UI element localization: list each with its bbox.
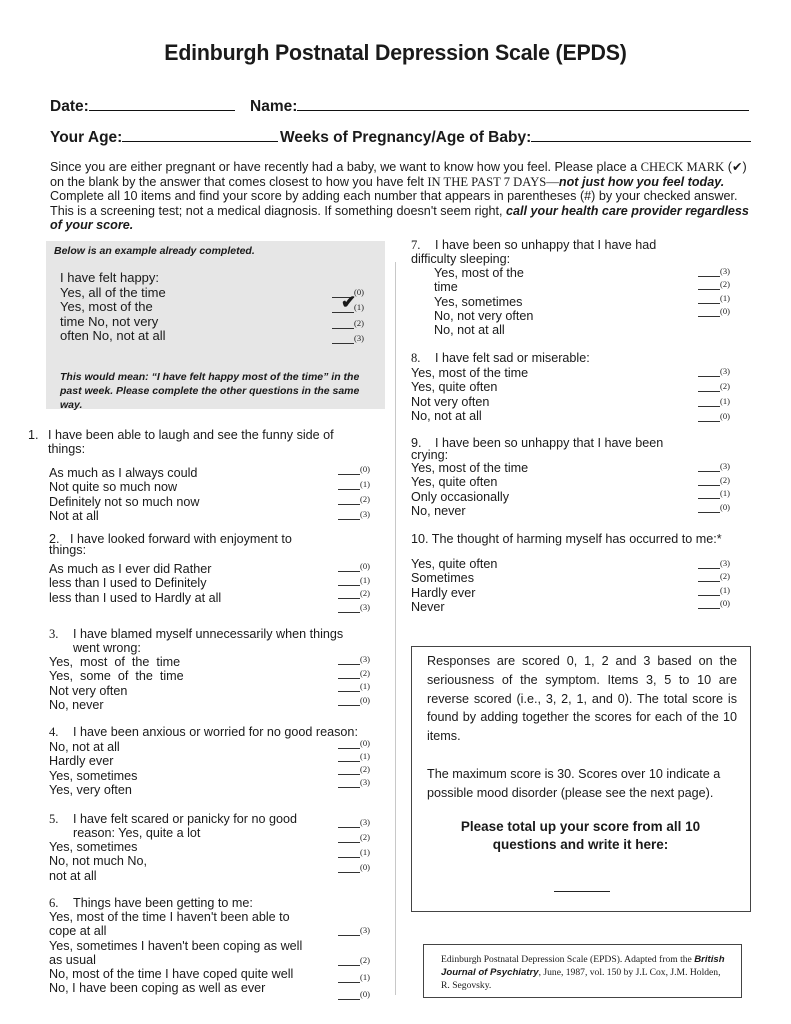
question-10-options	[411, 557, 497, 614]
name-label: Name:	[250, 98, 298, 115]
score-label: (1)	[360, 681, 370, 691]
score-label: (3)	[354, 332, 364, 343]
answer-blank[interactable]	[338, 848, 360, 858]
age-field-row	[50, 127, 278, 147]
answer-blank[interactable]	[698, 476, 720, 486]
option-label: Yes, quite often	[411, 475, 498, 490]
option-label: No, not at all	[434, 323, 505, 338]
option-label: Not quite so much now	[49, 480, 178, 495]
answer-blank[interactable]	[338, 765, 360, 775]
score-label: (3)	[720, 558, 730, 568]
question-2	[49, 534, 329, 556]
score-label: (1)	[720, 584, 730, 595]
example-footer: This would mean: “I have felt happy most of the time” in the past week. Please complete the other questions in the same way.	[60, 371, 360, 411]
weeks-field[interactable]	[531, 127, 751, 142]
option-label: As much as I always could	[49, 466, 198, 480]
answer-blank[interactable]	[332, 334, 354, 344]
answer-blank[interactable]	[338, 818, 360, 828]
score-label: (0)	[720, 411, 730, 421]
name-field-row	[250, 96, 749, 116]
total-instruction-text: Please total up your score from all 10 questions and write it here:	[460, 819, 701, 852]
question-number: 7.	[411, 238, 421, 252]
weeks-label: Weeks of Pregnancy/Age of Baby:	[280, 129, 532, 146]
intro-past-7-days: IN THE PAST 7 DAYS—	[427, 174, 559, 189]
question-9	[411, 437, 701, 461]
answer-blank[interactable]	[332, 319, 354, 329]
score-label: (1)	[720, 488, 730, 498]
option-label: No, not very often	[434, 308, 534, 323]
answer-blank[interactable]	[698, 397, 720, 407]
option-label: Yes, sometimes	[49, 840, 138, 854]
option-label: Yes, sometimes	[434, 294, 523, 309]
answer-blank[interactable]	[338, 973, 360, 983]
score-label: (2)	[360, 832, 370, 842]
question-text	[49, 812, 319, 841]
score-label: (0)	[360, 738, 370, 748]
name-field[interactable]	[297, 96, 749, 111]
total-score-field[interactable]	[554, 891, 610, 892]
question-1	[28, 428, 358, 457]
score-label: (2)	[720, 571, 730, 582]
score-label: (1)	[360, 847, 370, 857]
score-label: (2)	[720, 381, 730, 391]
question-text	[411, 351, 741, 365]
question-text	[28, 428, 358, 457]
answer-blank[interactable]	[338, 682, 360, 692]
intro-call-provider: call your health care provider regardless of your score.	[50, 203, 749, 232]
score-label: (1)	[720, 292, 730, 303]
question-text	[49, 627, 359, 656]
scoring-paragraph-2: The maximum score is 30. Scores over 10 indicate a possible mood disorder (please see the next page).	[427, 766, 721, 800]
intro-check-mark: CHECK MARK	[640, 160, 725, 174]
answer-blank[interactable]	[338, 562, 360, 572]
question-8-options	[411, 366, 528, 423]
option-label: No, never	[411, 503, 466, 518]
option-label: Yes, most of the time I haven't been able to cope at all	[49, 910, 290, 939]
question-4	[49, 725, 379, 739]
question-1-answers	[338, 464, 370, 524]
citation-text: Edinburgh Postnatal Depression Scale (EPDS). Adapted from the	[441, 954, 695, 965]
score-label: (0)	[360, 464, 370, 474]
example-question-text: I have felt happy:	[60, 270, 160, 285]
question-prompt: I have been so unhappy that I have been crying:	[411, 436, 664, 462]
scoring-box	[411, 646, 751, 912]
answer-blank[interactable]	[698, 489, 720, 499]
score-label: (3)	[720, 461, 730, 471]
answer-blank[interactable]	[338, 956, 360, 966]
date-field[interactable]	[89, 96, 235, 111]
answer-blank[interactable]	[698, 280, 720, 290]
question-4-answers	[338, 739, 370, 791]
answer-blank[interactable]	[338, 480, 360, 490]
option-label: time	[434, 280, 458, 295]
option-label: Definitely not so much now	[49, 494, 200, 509]
score-label: (0)	[360, 694, 370, 705]
example-answers	[332, 287, 364, 348]
question-9-answers	[698, 462, 730, 516]
answer-blank[interactable]	[338, 863, 360, 873]
question-text	[49, 725, 379, 739]
age-field[interactable]	[122, 127, 278, 142]
answer-blank[interactable]	[338, 465, 360, 475]
answer-blank[interactable]	[698, 294, 720, 304]
question-7-answers	[698, 267, 730, 320]
question-number: 3.	[49, 627, 59, 641]
example-line: Yes, all of the time	[60, 284, 166, 300]
date-label: Date:	[50, 98, 89, 115]
question-prompt: I have been able to laugh and see the funny side of things:	[48, 428, 334, 457]
question-8	[411, 351, 741, 365]
answer-blank[interactable]	[338, 926, 360, 936]
question-3-answers	[338, 655, 370, 709]
question-7-options	[434, 266, 533, 337]
score-label: (3)	[360, 777, 370, 787]
option-label: No, most of the time I have coped quite well	[49, 967, 294, 982]
option-label: less than I used to Definitely	[49, 576, 207, 591]
question-text	[411, 437, 701, 461]
score-label: (1)	[360, 751, 370, 761]
option-label: Yes, most of the time	[411, 366, 529, 380]
option-label: Yes, some of the time	[49, 669, 184, 684]
example-line: time No, not very	[60, 313, 159, 329]
answer-blank[interactable]	[698, 572, 720, 582]
answer-blank[interactable]	[338, 603, 360, 613]
option-label: Not at all	[49, 508, 99, 523]
question-text	[49, 534, 329, 556]
question-text	[411, 532, 761, 546]
option-label: As much as I ever did Rather	[49, 562, 212, 576]
question-prompt: The thought of harming myself has occurred to me:*	[431, 532, 722, 546]
score-label: (2)	[720, 279, 730, 290]
answer-blank[interactable]	[338, 669, 360, 679]
answer-blank[interactable]	[698, 559, 720, 569]
option-label: Hardly ever	[49, 754, 114, 769]
option-label: Not very often	[411, 394, 490, 409]
score-label: (3)	[360, 925, 370, 935]
score-label: (0)	[360, 561, 370, 571]
option-label: Yes, very often	[49, 782, 132, 797]
score-label: (2)	[720, 474, 730, 485]
example-box	[46, 241, 385, 409]
instructions-paragraph	[50, 160, 750, 233]
question-10-answers	[698, 559, 730, 612]
question-1-options	[49, 466, 200, 523]
answer-blank[interactable]	[338, 655, 360, 665]
example-heading: Below is an example already completed.	[54, 245, 255, 257]
question-number: 2.	[49, 532, 60, 546]
score-label: (1)	[360, 574, 370, 585]
score-label: (0)	[720, 305, 730, 316]
option-label: No, I have been coping as well as ever	[49, 981, 266, 996]
question-prompt: I have blamed myself unnecessarily when things went wrong:	[73, 627, 344, 656]
question-number: 1.	[28, 428, 39, 442]
answer-blank[interactable]	[338, 696, 360, 706]
question-prompt: I have felt sad or miserable:	[435, 351, 590, 365]
score-label: (3)	[360, 654, 370, 664]
question-number: 8.	[411, 351, 421, 365]
answer-blank[interactable]	[338, 990, 360, 1000]
example-question	[60, 271, 166, 344]
answer-blank[interactable]	[338, 576, 360, 586]
score-label: (0)	[354, 287, 364, 297]
weeks-field-row	[280, 127, 751, 147]
score-label: (2)	[354, 317, 364, 328]
scoring-explanation	[427, 652, 737, 803]
answer-blank[interactable]	[338, 510, 360, 520]
check-mark-icon: ✔	[341, 292, 357, 313]
option-label: Not very often	[49, 683, 128, 698]
question-text	[411, 238, 701, 267]
score-label: (1)	[360, 972, 370, 982]
score-label: (1)	[354, 302, 364, 313]
question-number: 4.	[49, 725, 59, 739]
answer-blank[interactable]	[698, 367, 720, 377]
answer-blank[interactable]	[338, 495, 360, 505]
question-5-options	[49, 840, 147, 883]
question-7	[411, 238, 701, 267]
score-label: (3)	[360, 509, 370, 519]
option-label: No, not at all	[411, 408, 482, 423]
option-label: Yes, most of the time	[411, 461, 529, 475]
age-label: Your Age:	[50, 129, 123, 146]
citation-box	[423, 944, 742, 998]
score-label: (2)	[360, 667, 370, 678]
question-6-options	[49, 910, 309, 996]
option-label: No, never	[49, 697, 104, 712]
answer-blank[interactable]	[338, 739, 360, 749]
question-9-options	[411, 461, 528, 518]
option-label: Hardly ever	[411, 585, 476, 600]
score-label: (2)	[360, 588, 370, 598]
question-number: 6.	[49, 896, 59, 910]
score-label: (1)	[360, 479, 370, 489]
question-10	[411, 532, 761, 546]
question-2-answers	[338, 562, 370, 616]
score-label: (3)	[360, 817, 370, 827]
answer-blank[interactable]	[698, 599, 720, 609]
option-label: No, not at all	[49, 740, 120, 754]
page-title: Edinburgh Postnatal Depression Scale (EPDS)	[164, 40, 627, 65]
option-label: Yes, most of the time	[49, 655, 181, 669]
question-5	[49, 812, 319, 841]
score-label: (0)	[720, 597, 730, 608]
question-text	[49, 896, 379, 910]
score-label: (3)	[720, 366, 730, 376]
question-prompt: Things have been getting to me:	[73, 896, 253, 910]
score-label: (0)	[360, 862, 370, 872]
example-line: often No, not at all	[60, 328, 166, 343]
question-number: 10.	[411, 532, 429, 546]
score-label: (3)	[720, 266, 730, 276]
answer-blank[interactable]	[698, 503, 720, 513]
question-3	[49, 627, 359, 656]
total-instruction	[412, 818, 749, 854]
answer-blank[interactable]	[698, 586, 720, 596]
score-label: (2)	[360, 955, 370, 965]
option-label: not at all	[49, 868, 97, 883]
citation-journal: British Journal of Psychiatry	[441, 954, 725, 978]
question-4-options	[49, 740, 137, 797]
question-prompt: I have felt scared or panicky for no good reason: Yes, quite a lot	[73, 812, 298, 841]
answer-blank[interactable]	[338, 589, 360, 599]
question-3-options	[49, 655, 199, 712]
question-5-answers	[338, 817, 370, 877]
scoring-paragraph-1: Responses are scored 0, 1, 2 and 3 based on the seriousness of the symptom. Items 3, 5 to 10 are reverse scored (i.e., 3, 2, 1, and 0). The total score is found by adding together the scores for each of the 10 items.	[427, 654, 737, 744]
option-label: Yes, quite often	[411, 380, 498, 395]
date-field-row	[50, 96, 235, 116]
question-6	[49, 896, 379, 910]
score-label: (1)	[720, 396, 730, 406]
score-label: (2)	[360, 764, 370, 774]
score-label: (3)	[360, 601, 370, 612]
option-label: Yes, quite often	[411, 557, 498, 571]
question-prompt: I have looked forward with enjoyment to things:	[49, 532, 292, 557]
answer-blank[interactable]	[698, 382, 720, 392]
score-label: (0)	[360, 989, 370, 999]
intro-text-1: Since you are either pregnant or have recently had a baby, we want to know how you feel. Please place a	[50, 160, 641, 174]
citation-authors: , June, 1987, vol. 150 by J.L Cox, J.M. Holden, R. Segovsky.	[441, 967, 721, 991]
answer-blank[interactable]	[338, 833, 360, 843]
score-label: (2)	[360, 494, 370, 504]
question-2-options	[49, 562, 221, 605]
option-label: Sometimes	[411, 571, 474, 586]
question-prompt: I have been so unhappy that I have had difficulty sleeping:	[411, 238, 657, 267]
option-label: Yes, most of the	[434, 266, 524, 280]
answer-blank[interactable]	[338, 778, 360, 788]
intro-text-2: (✔) on the blank by the answer that comes closest to how you have felt	[50, 160, 747, 189]
intro-not-just: not just how you feel today.	[558, 174, 725, 189]
question-6-answers	[338, 925, 370, 1004]
answer-blank[interactable]	[698, 307, 720, 317]
option-label: No, not much No,	[49, 854, 147, 869]
score-label: (0)	[720, 501, 730, 512]
option-label: less than I used to Hardly at all	[49, 590, 222, 605]
answer-blank[interactable]	[698, 267, 720, 277]
intro-text-3: Complete all 10 items and find your score by adding each number that appears in parentheses (#) by your checked answer. This is a screening test; not a medical diagnosis. If something doesn't seem right,	[50, 189, 738, 218]
question-number: 9.	[411, 436, 422, 450]
option-label: Yes, sometimes I haven't been coping as well as usual	[49, 938, 303, 967]
question-prompt: I have been anxious or worried for no good reason:	[73, 725, 358, 739]
question-8-answers	[698, 366, 730, 426]
option-label: Only occasionally	[411, 489, 509, 504]
option-label: Yes, sometimes	[49, 768, 138, 783]
answer-blank[interactable]	[698, 462, 720, 472]
example-line: Yes, most of the	[60, 299, 153, 314]
answer-blank[interactable]	[338, 752, 360, 762]
column-divider	[395, 262, 396, 995]
answer-blank[interactable]	[698, 412, 720, 422]
question-number: 5.	[49, 812, 59, 826]
option-label: Never	[411, 599, 445, 614]
